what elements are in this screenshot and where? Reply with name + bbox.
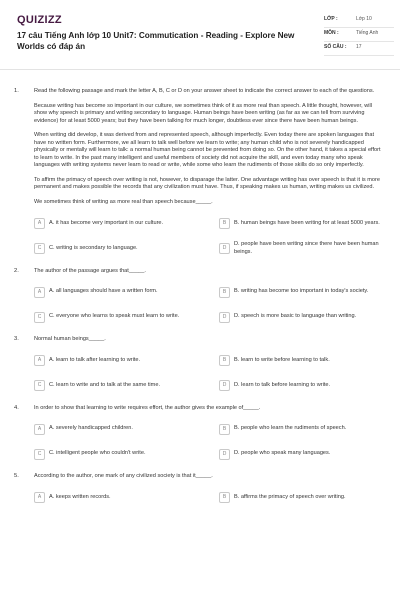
question-1 <box>0 88 400 259</box>
answer-options <box>34 351 384 396</box>
option-a[interactable] <box>34 214 199 234</box>
question-text: In order to show that learning to write requires effort, the author gives the example of_____. <box>34 404 261 411</box>
question-number: 3. <box>14 336 19 343</box>
answer-options <box>34 488 384 508</box>
option-text: D. people have been writing since there have been human beings. <box>234 241 379 255</box>
subject-value: Tiếng Anh <box>356 30 379 36</box>
question-number: 2. <box>14 267 19 274</box>
passage-paragraph-2: When writing did develop, it was derived from and represented speech, although imperfectly. Even today there are spoken languages that have no written form. Furthermore, we all learn to talk well before we learn to write; any human child who is not severely handicapped physically or mentally will learn to talk: a normal human being cannot be prevented from doing so. On the other hand, it takes a special effort to learn to write. In the past many intelligent and useful members of society did not acquire the skill, and even today many who speak languages with writing systems never learn to read or write, while some who learn the rudiments of those skills do so only imperfectly. <box>34 132 381 169</box>
option-letter-badge: B <box>219 287 230 298</box>
option-c[interactable] <box>34 444 199 464</box>
question-number: 1. <box>14 88 19 94</box>
option-text: C. writing is secondary to language. <box>49 244 138 251</box>
option-d[interactable] <box>219 444 384 464</box>
option-a[interactable] <box>34 419 199 439</box>
question-3 <box>0 336 400 396</box>
option-text: A. learn to talk after learning to write. <box>49 356 141 363</box>
passage-paragraph-3: To affirm the primacy of speech over writing is not, however, to disparage the latter. One advantage writing has over speech is that it is more permanent and makes possible the records that any civilization must have. Thus, if speaking makes us human, writing makes us civilized. <box>34 176 380 191</box>
option-text: B. people who learn the rudiments of speech. <box>234 425 347 432</box>
answer-options <box>34 214 384 259</box>
meta-subject-row <box>324 28 394 42</box>
grade-label: LỚP : <box>324 16 338 22</box>
question-text: We sometimes think of writing as more real than speech because_____. <box>34 199 213 206</box>
option-letter-badge: B <box>219 492 230 503</box>
question-number: 4. <box>14 404 19 411</box>
option-text: C. everyone who learns to speak must learn to write. <box>49 313 180 320</box>
question-stem <box>34 473 384 481</box>
option-a[interactable] <box>34 488 199 508</box>
answer-options <box>34 419 384 464</box>
option-text: D. learn to talk before learning to write. <box>234 381 331 388</box>
option-text: D. people who speak many languages. <box>234 450 331 457</box>
option-c[interactable] <box>34 307 199 327</box>
worksheet-meta <box>324 14 394 56</box>
question-text: Normal human beings_____. <box>34 336 106 343</box>
option-letter-badge: A <box>34 287 45 298</box>
passage-paragraph-1: Because writing has become so important in our culture, we sometimes think of it as more real than speech. A little thought, however, will show why speech is primary and writing secondary to language. Human beings have been writing (as far as we can tell from surviving evidence) for at least 5000 years; but they have been talking for much longer, doubtless ever since there have been human beings. <box>34 102 372 124</box>
option-text: B. affirms the primacy of speech over writing. <box>234 493 346 500</box>
option-text: B. human beings have been writing for at least 5000 years. <box>234 219 380 226</box>
worksheet-header <box>0 0 400 70</box>
question-stem <box>34 336 384 344</box>
option-text: C. learn to write and to talk at the same time. <box>49 381 160 388</box>
instructions-text: Read the following passage and mark the letter A, B, C or D on your answer sheet to indicate the correct answer to each of the questions. <box>34 88 375 94</box>
option-c[interactable] <box>34 376 199 396</box>
question-stem <box>34 268 384 276</box>
option-c[interactable] <box>34 239 199 259</box>
meta-grade-row <box>324 14 394 28</box>
option-text: A. all languages should have a written form. <box>49 288 158 295</box>
option-b[interactable] <box>219 214 384 234</box>
option-letter-badge: D <box>219 449 230 460</box>
option-letter-badge: C <box>34 243 45 254</box>
option-letter-badge: C <box>34 380 45 391</box>
option-b[interactable] <box>219 488 384 508</box>
option-letter-badge: B <box>219 218 230 229</box>
option-letter-badge: D <box>219 312 230 323</box>
option-text: A. it has become very important in our culture. <box>49 219 164 226</box>
option-letter-badge: A <box>34 218 45 229</box>
meta-count-row <box>324 42 394 56</box>
option-text: C. intelligent people who couldn't write. <box>49 450 146 457</box>
question-count-value: 17 <box>356 44 362 50</box>
worksheet-title: 17 câu Tiếng Anh lớp 10 Unit7: Commutication - Reading - Explore New Worlds có đáp án <box>17 31 295 51</box>
question-4 <box>0 405 400 465</box>
option-letter-badge: D <box>219 243 230 254</box>
option-letter-badge: C <box>34 312 45 323</box>
question-number: 5. <box>14 473 19 480</box>
option-letter-badge: B <box>219 355 230 366</box>
question-2 <box>0 268 400 328</box>
quizizz-logo[interactable]: QUIZIZZ <box>17 14 62 26</box>
option-text: D. speech is more basic to language than writing. <box>234 313 357 320</box>
question-count-label: SỐ CÂU : <box>324 44 347 50</box>
question-stem <box>34 88 384 207</box>
option-text: A. severely handicapped children. <box>49 425 133 432</box>
option-a[interactable] <box>34 282 199 302</box>
option-letter-badge: A <box>34 355 45 366</box>
option-d[interactable] <box>219 239 384 259</box>
option-a[interactable] <box>34 351 199 371</box>
question-5 <box>0 473 400 508</box>
question-list <box>0 88 400 517</box>
option-d[interactable] <box>219 376 384 396</box>
option-b[interactable] <box>219 282 384 302</box>
grade-value: Lớp 10 <box>356 16 372 22</box>
option-text: B. learn to write before learning to talk. <box>234 356 330 363</box>
question-text: The author of the passage argues that_____. <box>34 267 146 274</box>
option-letter-badge: C <box>34 449 45 460</box>
option-letter-badge: D <box>219 380 230 391</box>
option-b[interactable] <box>219 351 384 371</box>
option-b[interactable] <box>219 419 384 439</box>
option-letter-badge: A <box>34 424 45 435</box>
option-letter-badge: B <box>219 424 230 435</box>
option-letter-badge: A <box>34 492 45 503</box>
answer-options <box>34 282 384 327</box>
question-stem <box>34 405 384 413</box>
option-text: B. writing has become too important in today's society. <box>234 288 369 295</box>
question-text: According to the author, one mark of any civilized society is that it_____. <box>34 473 213 480</box>
option-text: A. keeps written records. <box>49 493 111 500</box>
subject-label: MÔN : <box>324 30 339 36</box>
option-d[interactable] <box>219 307 384 327</box>
